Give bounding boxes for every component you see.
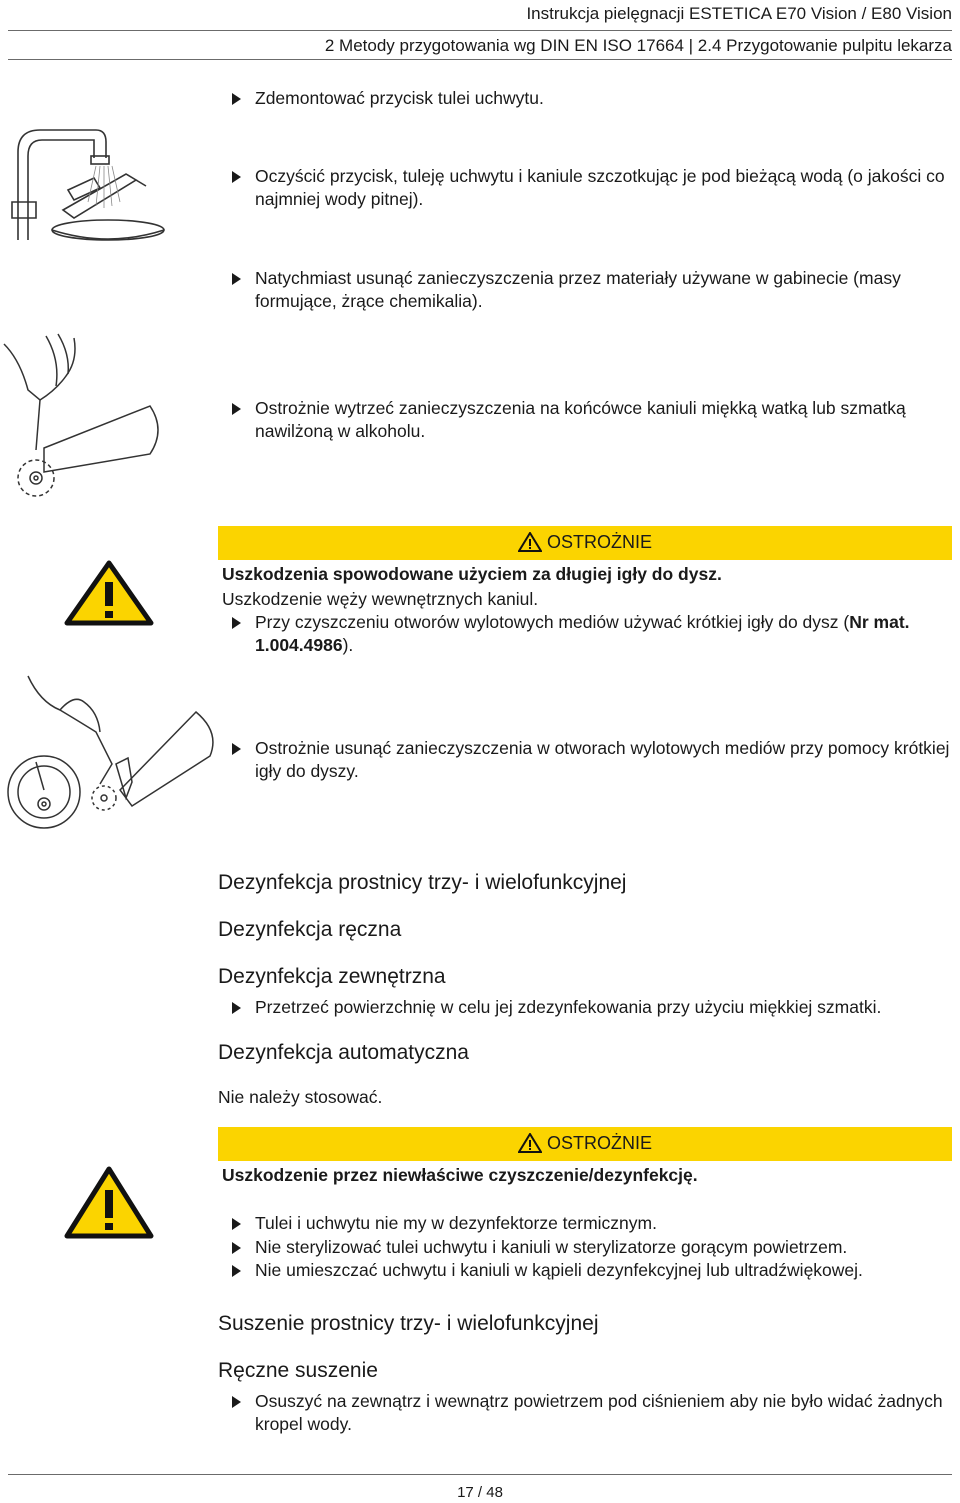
triangle-bullet-icon bbox=[232, 93, 241, 105]
caution-item: Tulei i uchwytu nie my w dezynfektorze termicznym. bbox=[232, 1212, 952, 1235]
caution-label: OSTROŻNIE bbox=[547, 531, 653, 552]
caution-banner bbox=[218, 526, 952, 560]
heading-automatic-disinfection: Dezynfekcja automatyczna bbox=[218, 1041, 469, 1064]
caution-line: Uszkodzenie węży wewnętrznych kaniul. bbox=[222, 589, 539, 609]
step-air-dry: Osuszyć na zewnątrz i wewnątrz powietrzem pod ciśnieniem aby nie było widać żadnych kropel wody. bbox=[232, 1390, 952, 1436]
triangle-bullet-icon bbox=[232, 1265, 241, 1277]
step-wipe-tip: Ostrożnie wytrzeć zanieczyszczenia na końcówce kaniuli miękką watką lub szmatką nawilżoną w alkoholu. bbox=[232, 397, 952, 443]
caution-label-2: OSTROŻNIE bbox=[547, 1132, 653, 1153]
caution-title: Uszkodzenia spowodowane użyciem za długiej igły do dysz. bbox=[222, 564, 722, 584]
caution-item: Nie sterylizować tulei uchwytu i kaniuli w sterylizatorze gorącym powietrzem. bbox=[232, 1236, 952, 1259]
heading-disinfection: Dezynfekcja prostnicy trzy- i wielofunkcyjnej bbox=[218, 871, 627, 894]
caution-banner-2 bbox=[218, 1127, 952, 1161]
warning-small-icon bbox=[518, 1133, 542, 1153]
hand-wipe-illustration bbox=[0, 330, 175, 510]
triangle-bullet-icon bbox=[232, 617, 241, 629]
triangle-bullet-icon bbox=[232, 1396, 241, 1408]
faucet-brush-illustration bbox=[8, 122, 173, 248]
warning-small-icon bbox=[518, 532, 542, 552]
header-rule bbox=[8, 30, 952, 31]
caution-action: Przy czyszczeniu otworów wylotowych mediów używać krótkiej igły do dysz (Nr mat. 1.004.4986). bbox=[232, 611, 952, 657]
warning-triangle-icon bbox=[64, 560, 154, 626]
caution-title-2: Uszkodzenie przez niewłaściwe czyszczenie/dezynfekcję. bbox=[222, 1165, 698, 1185]
header-rule-2 bbox=[8, 59, 952, 60]
step-wipe-surface: Przetrzeć powierzchnię w celu jej zdezynfekowania przy użyciu miękkiej szmatki. bbox=[232, 996, 952, 1019]
step-clean-brush: Oczyścić przycisk, tuleję uchwytu i kaniule szczotkując je pod bieżącą wodą (o jakości co najmniej wody pitnej). bbox=[232, 165, 952, 211]
heading-drying: Suszenie prostnicy trzy- i wielofunkcyjnej bbox=[218, 1312, 599, 1335]
step-remove-button: Zdemontować przycisk tulei uchwytu. bbox=[232, 87, 952, 110]
automatic-note: Nie należy stosować. bbox=[218, 1087, 383, 1107]
triangle-bullet-icon bbox=[232, 171, 241, 183]
document-title: Instrukcja pielęgnacji ESTETICA E70 Vision / E80 Vision bbox=[526, 4, 952, 23]
breadcrumb: 2 Metody przygotowania wg DIN EN ISO 17664 | 2.4 Przygotowanie pulpitu lekarza bbox=[324, 36, 952, 55]
hand-needle-illustration bbox=[0, 672, 220, 842]
step-remove-contamination: Natychmiast usunąć zanieczyszczenia przez materiały używane w gabinecie (masy formujące, żrące chemikalia). bbox=[232, 267, 952, 313]
warning-triangle-icon bbox=[64, 1166, 154, 1240]
triangle-bullet-icon bbox=[232, 273, 241, 285]
caution-item: Nie umieszczać uchwytu i kaniuli w kąpieli dezynfekcyjnej lub ultradźwiękowej. bbox=[232, 1259, 952, 1282]
heading-manual-disinfection: Dezynfekcja ręczna bbox=[218, 918, 402, 941]
footer-rule bbox=[8, 1474, 952, 1475]
triangle-bullet-icon bbox=[232, 743, 241, 755]
heading-external-disinfection: Dezynfekcja zewnętrzna bbox=[218, 965, 446, 988]
page-number: 17 / 48 bbox=[457, 1484, 503, 1501]
triangle-bullet-icon bbox=[232, 403, 241, 415]
heading-manual-drying: Ręczne suszenie bbox=[218, 1359, 378, 1382]
triangle-bullet-icon bbox=[232, 1218, 241, 1230]
triangle-bullet-icon bbox=[232, 1242, 241, 1254]
step-clean-outlets: Ostrożnie usunąć zanieczyszczenia w otworach wylotowych mediów przy pomocy krótkiej igły do dyszy. bbox=[232, 737, 952, 783]
triangle-bullet-icon bbox=[232, 1002, 241, 1014]
